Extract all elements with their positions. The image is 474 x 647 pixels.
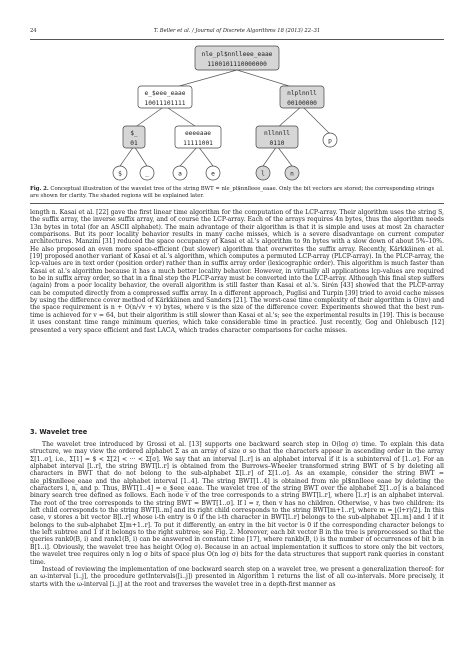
body-paragraph-2: The wavelet tree introduced by Grossi et al. [13] supports one backward search step in O(log σ) time. To explain this data structure, we may view the ordered alphabet Σ as an array of size σ so that the characters appear in ascending order in the array Σ[1..σ], i.e., Σ[1] = $ < Σ[2] < ··· < Σ[σ]. We say that an interval [l..r] is an alphabet interval if it is a subinterval of [1..σ]. For an alphabet interval [l..r], the string BWT[l..r] is obtained from the Burrows–Wheeler transformed string BWT of S by deleting all characters in BWT that do not belong to the sub-alphabet Σ[l..r] of Σ[1..σ]. As an example, consider the string BWT = nle_pl$nnlleee_eaae and the alphabet interval [1..4]. The string BWT[1..4] is obtained from nle_pl$nnlleee_eaae by deleting the characters l, n, and p. Thus, BWT[1..4] = e_$eee_eaae. The wavelet tree of the string BWT over the alphabet Σ[1..σ] is a balanced binary search tree defined as follows. Each node v of the tree corresponds to a string BWT[l..r], where [l..r] is an alphabet interval. The root of the tree corresponds to the string BWT = BWT[1..σ]. If l = r, then v has no children. Otherwise, v has two children: its left child corresponds to the string BWT[l..m] and its right child corresponds to the string BWT[m+1..r], where m = ⌊(l+r)/2⌋. In this case, v stores a bit vector B[l..r] whose i-th entry is 0 if the i-th character in BWT[l..r] belongs to the sub-alphabet Σ[l..m] and 1 if it belongs to the sub-alphabet Σ[m+1..r]. To put it differently, an entry in the bit vector is 0 if the corresponding character belongs to the left subtree and 1 if it belongs to the right subtree; see Fig. 2. Moreover, each bit vector B in the tree is preprocessed so that the queries rank0(B, i) and rank1(B, i) can be answered in constant time [17], where rankb(B, i) is the number of occurrences of bit b in B[1..i]. Obviously, the wavelet tree has height O(log σ). Because in an actual implementation it suffices to store only the bit vectors, the wavelet tree requires only n log σ bits of space plus O(n log σ) bits for the data structures that support rank queries in constant time. <box>30 441 444 566</box>
left-right-node <box>175 126 221 148</box>
caption-rule <box>30 203 444 204</box>
left-left-node <box>123 126 145 148</box>
root-label: nle_pl$nnlleee_eaae <box>201 51 273 58</box>
figure-caption-text: Conceptual illustration of the wavelet tree of the string BWT = nle_pl$nnlleee_eaae. Only the bit vectors are stored; the corresponding strings are shown for clarity. The shaded regions will be explained later. <box>30 186 435 199</box>
figure-caption <box>30 186 444 200</box>
header-rule <box>30 39 444 40</box>
svg-text:_: _ <box>145 170 149 178</box>
right-label: nlplnnll <box>287 90 317 97</box>
wavelet-tree-figure <box>30 42 444 182</box>
leaf-a <box>173 166 187 180</box>
left-node <box>138 86 192 108</box>
svg-text:n: n <box>290 170 294 178</box>
leaf-underscore <box>140 166 154 180</box>
page-number: 24 <box>30 28 37 34</box>
left-label: e_$eee_eaae <box>144 90 186 97</box>
svg-text:$: $ <box>118 170 122 178</box>
root-bits: 1100101110000000 <box>207 61 267 68</box>
right-left-bits: 0110 <box>269 140 285 147</box>
right-bits: 00100000 <box>287 100 317 107</box>
leaf-e <box>206 166 220 180</box>
figure-caption-label: Fig. 2. <box>30 186 49 192</box>
right-left-node <box>256 126 298 148</box>
running-header <box>30 28 444 38</box>
left-right-label: eeeeaae <box>184 130 212 137</box>
svg-text:l: l <box>261 170 265 178</box>
section-heading: 3. Wavelet tree <box>30 428 88 436</box>
svg-text:e: e <box>211 170 215 178</box>
left-right-bits: 11111001 <box>183 140 213 147</box>
svg-text:a: a <box>178 170 182 178</box>
right-node <box>280 86 324 108</box>
section-body <box>30 441 444 588</box>
leaf-l <box>256 166 270 180</box>
right-left-label: nllnnll <box>263 130 291 137</box>
left-left-label: $_ <box>130 130 138 137</box>
svg-text:p: p <box>328 137 332 145</box>
body-paragraph-1: length n. Kasai et al. [22] gave the first linear time algorithm for the computation of the LCP-array. Their algorithm uses the string S, the suffix array, the inverse suffix array, and of course the LCP-array. Each of the arrays requires 4n bytes, thus the algorithm needs 13n bytes in total (for an ASCII alphabet). The main advantage of their algorithm is that it is simple and uses at most 2n character comparisons. But its poor locality behavior results in many cache misses, which is a severe disadvantage on current computer architectures. Manzini [31] reduced the space occupancy of Kasai et al.'s algorithm to 9n bytes with a slow down of about 5%–10%. He also proposed an even more space-efficient (but slower) algorithm that overwrites the suffix array. Recently, Kärkkäinen et al. [19] proposed another variant of Kasai et al.'s algorithm, which computes a permuted LCP-array (PLCP-array). In the PLCP-array, the lcp-values are in text order (position order) rather than in suffix array order (lexicographic order). This algorithm is much faster than Kasai et al.'s algorithm because it has a much better locality behavior. However, in virtually all applications lcp-values are required to be in suffix array order, so that in a final step the PLCP-array must be converted into the LCP-array. Although this final step suffers (again) from a poor locality behavior, the overall algorithm is still faster than Kasai et al.'s. Sirén [43] showed that the PLCP-array can be computed directly from a compressed suffix array. In a different approach, Puglisi and Turpin [39] tried to avoid cache misses by using the difference cover method of Kärkkäinen and Sanders [21]. The worst-case time complexity of their algorithm is O(nv) and the space requirement is n + O(n/√v + v) bytes, where v is the size of the difference cover. Experiments showed that the best run-time is achieved for v = 64, but their algorithm is still slower than Kasai et al.'s; see the experimental results in [19]. This is because it uses constant time range minimum queries, which take considerable time in practice. Just recently, Gog and Ohlebusch [12] presented a very space efficient and fast LACA, which trades character comparisons for cache misses. <box>30 209 444 334</box>
root-node <box>195 46 279 70</box>
leaf-n <box>285 166 299 180</box>
journal-reference: T. Beller et al. / Journal of Discrete Algorithms 18 (2013) 22–31 <box>153 28 321 34</box>
left-left-bits: 01 <box>130 140 138 147</box>
leaf-dollar <box>113 166 127 180</box>
right-right-leaf <box>323 133 337 147</box>
body-paragraph-3: Instead of reviewing the implementation of one backward search step on a wavelet tree, we present a generalization thereof: for an ω-interval [i..j], the procedure getIntervals([i..j]) presented in Algorithm 1 returns the list of all cω-intervals. More precisely, it starts with the ω-interval [i..j] at the root and traverses the wavelet tree in a depth-first manner as <box>30 565 444 588</box>
left-bits: 10011101111 <box>144 100 186 107</box>
